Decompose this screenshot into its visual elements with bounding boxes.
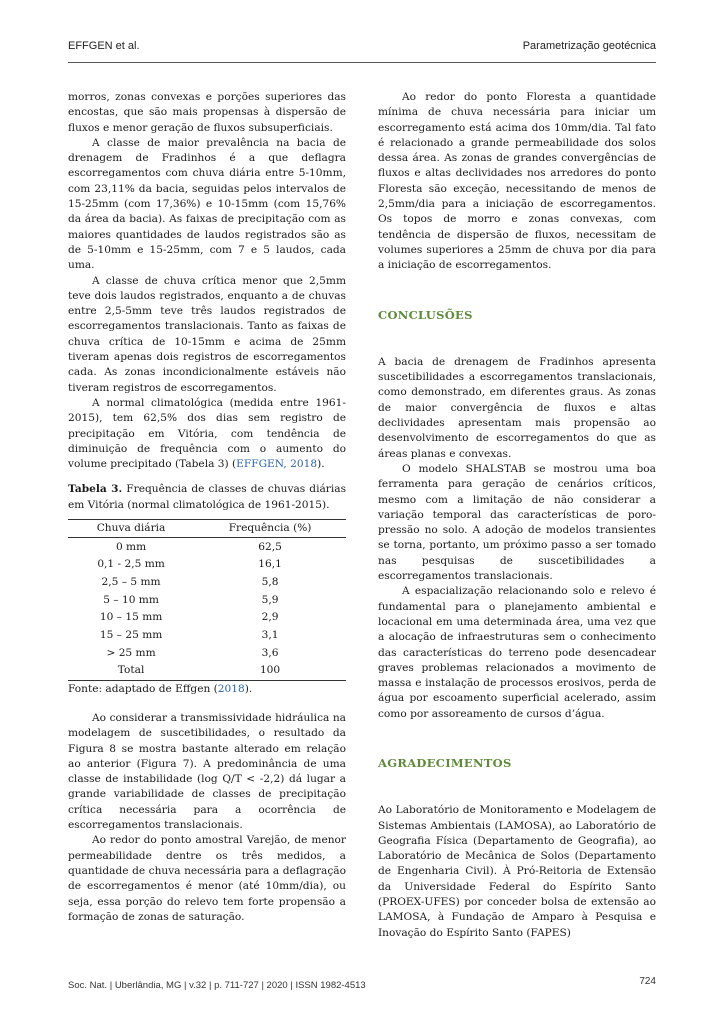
- paragraph-text: A normal climatológica (medida entre 1961-2015), tem 62,5% dos dias sem registro de precipitação em Vitória, com tendência de diminuição de frequência com o aumento do volume precipitado (Tabela 3) (: [68, 396, 346, 471]
- table-cell: Total: [68, 662, 194, 680]
- table-cell: 0 mm: [115, 540, 147, 553]
- table-cell: 5 – 10 mm: [103, 593, 159, 606]
- table-cell: 5,9: [261, 593, 279, 606]
- running-header: [68, 40, 656, 58]
- section-heading-acknowledgements: AGRADECIMENTOS: [378, 755, 512, 770]
- citation-link[interactable]: EFFGEN, 2018: [236, 458, 318, 471]
- table-caption-text: Frequência de classes de chuvas diárias em Vitória (normal climatológica de 1961-2015).: [68, 483, 346, 511]
- paragraph-text: ).: [317, 458, 325, 471]
- left-column: [68, 90, 346, 925]
- page-number: 724: [639, 976, 656, 987]
- table-row: [68, 627, 346, 645]
- table-cell: 2,9: [261, 611, 279, 624]
- page-footer: [68, 976, 656, 996]
- table-cell: 10 – 15 mm: [99, 611, 163, 624]
- citation-link[interactable]: 2018: [217, 682, 245, 695]
- source-text: Fonte: adaptado de Effgen (: [68, 682, 218, 695]
- table-row: [68, 609, 346, 627]
- table-row: [68, 591, 346, 609]
- paragraph: [68, 396, 346, 472]
- table-cell: 62,5: [258, 540, 282, 553]
- table-cell: > 25 mm: [106, 646, 156, 659]
- paragraph: Ao Laboratório de Monitoramento e Modelagem de Sistemas Ambientais (LAMOSA), ao Laboratório de Geografia Física (Departamento de Geografia), ao Laboratório de Mecânica de Solos (Departamento de Engenharia Civil). À Pró-Reitoria de Extensão da Universidade Federal do Espírito Santo (PROEX-UFES) por conceder bolsa de extensão ao LAMOSA, à Fundação de Amparo à Pesquisa e Inovação do Espírito Santo (FAPES): [378, 804, 656, 939]
- table-header-cell: Chuva diária: [68, 520, 194, 538]
- table-row: [68, 556, 346, 574]
- table-cell: 5,8: [261, 575, 279, 588]
- table-total-row: [68, 662, 346, 680]
- source-text: ).: [244, 682, 253, 695]
- table-cell: 2,5 – 5 mm: [101, 575, 161, 588]
- table-cell: 3,6: [261, 646, 279, 659]
- header-short-title: Parametrização geotécnica: [522, 40, 656, 52]
- paragraph: Ao redor do ponto amostral Varejão, de menor permeabilidade dentre os três medidos, a quantidade de chuva necessária para a deflagração de escorregamentos é menor (até 10mm/dia), ou seja, essa porção do relevo tem forte propensão a formação de zonas de saturação.: [68, 834, 346, 923]
- paragraph: A espacialização relacionando solo e relevo é fundamental para o planejamento ambiental e locacional em uma determinada área, uma vez que a alocação de infraestruturas sem o conhecimento das características do terreno pode desencadear graves problemas relacionados a movimento de massa e instalação de processos erosivos, perda de água por escoamento superficial acelerado, assim como por assoreamento de cursos d’água.: [378, 585, 656, 720]
- table-caption: [68, 482, 346, 513]
- table-cell: 16,1: [258, 558, 282, 571]
- paragraph: A classe de maior prevalência na bacia de drenagem de Fradinhos é a que deflagra escorregamentos com chuva diária entre 5-10mm, com 23,11% da bacia, seguidas pelos intervalos de 15-25mm (com 17,36%) e 10-15mm (com 15,76% da área da bacia). As faixas de precipitação com as maiores quantidades de laudos registrados são as de 5-10mm e 15-25mm, com 7 e 5 laudos, cada uma.: [68, 136, 346, 272]
- table-row: [68, 644, 346, 662]
- table-label: Tabela 3.: [68, 483, 123, 496]
- header-authors: EFFGEN et al.: [68, 40, 140, 52]
- paragraph: A bacia de drenagem de Fradinhos apresenta suscetibilidades a escorregamentos translacionais, como demonstrado, em diferentes graus. As zonas de maior convergência de fluxos e altas declividades apresentam mais propensão ao desenvolvimento de escorregamentos do que as áreas planas e convexas.: [378, 355, 656, 460]
- paragraph: O modelo SHALSTAB se mostrou uma boa ferramenta para geração de cenários críticos, mesmo com a limitação de não considerar a variação temporal das características de poro-pressão no solo. A adoção de modelos transientes se torna, portanto, um próximo passo a ser tomado nas pesquisas de suscetibilidades a escorregamentos translacionais.: [378, 462, 656, 583]
- right-column: [378, 90, 656, 941]
- table-header-cell: Frequência (%): [194, 520, 346, 538]
- journal-citation: Soc. Nat. | Uberlândia, MG | v.32 | p. 711-727 | 2020 | ISSN 1982-4513: [68, 980, 366, 991]
- paragraph: Ao redor do ponto Floresta a quantidade mínima de chuva necessária para iniciar um escorregamento está acima dos 10mm/dia. Tal fato é relacionado a grande permeabilidade dos solos dessa área. As zonas de grandes convergências de fluxos e altas declividades nos arredores do ponto Floresta são exceção, necessitando de menos de 2,5mm/dia para a iniciação de escorregamentos. Os topos de morro e zonas convexas, com tendência de dispersão de fluxos, necessitam de volumes superiores a 25mm de chuva por dia para a iniciação de escorregamentos.: [378, 91, 656, 272]
- table-cell: 3,1: [261, 628, 279, 641]
- header-divider: [68, 62, 656, 63]
- section-heading-conclusions: CONCLUSÕES: [378, 307, 473, 322]
- table-row: [68, 574, 346, 592]
- paragraph: morros, zonas convexas e porções superiores das encostas, que são mais propensas à dispersão de fluxos e menor geração de fluxos subsuperficiais.: [68, 91, 346, 134]
- paragraph: A classe de chuva crítica menor que 2,5mm teve dois laudos registrados, enquanto a de chuvas entre 2,5-5mm teve três laudos registrados de escorregamentos translacionais. Tanto as faixas de chuva crítica de 10-15mm e acima de 25mm tiveram apenas dois registros de escorregamentos cada. As zonas incondicionalmente estáveis não tiveram registros de escorregamentos.: [68, 274, 346, 394]
- table-header-row: [68, 520, 346, 538]
- frequency-table: [68, 519, 346, 681]
- table-cell: 100: [194, 662, 346, 680]
- table-row: [68, 538, 346, 556]
- table-cell: 15 – 25 mm: [99, 628, 163, 641]
- paragraph: Ao considerar a transmissividade hidráulica na modelagem de suscetibilidades, o resultado da Figura 8 se mostra bastante alterado em relação ao anterior (Figura 7). A predominância de uma classe de instabilidade (log Q/T < -2,2) dá lugar a grande variabilidade de classes de precipitação crítica necessária para a ocorrência de escorregamentos translacionais.: [68, 711, 346, 832]
- table-source: [68, 682, 346, 697]
- table-cell: 0,1 - 2,5 mm: [97, 558, 165, 571]
